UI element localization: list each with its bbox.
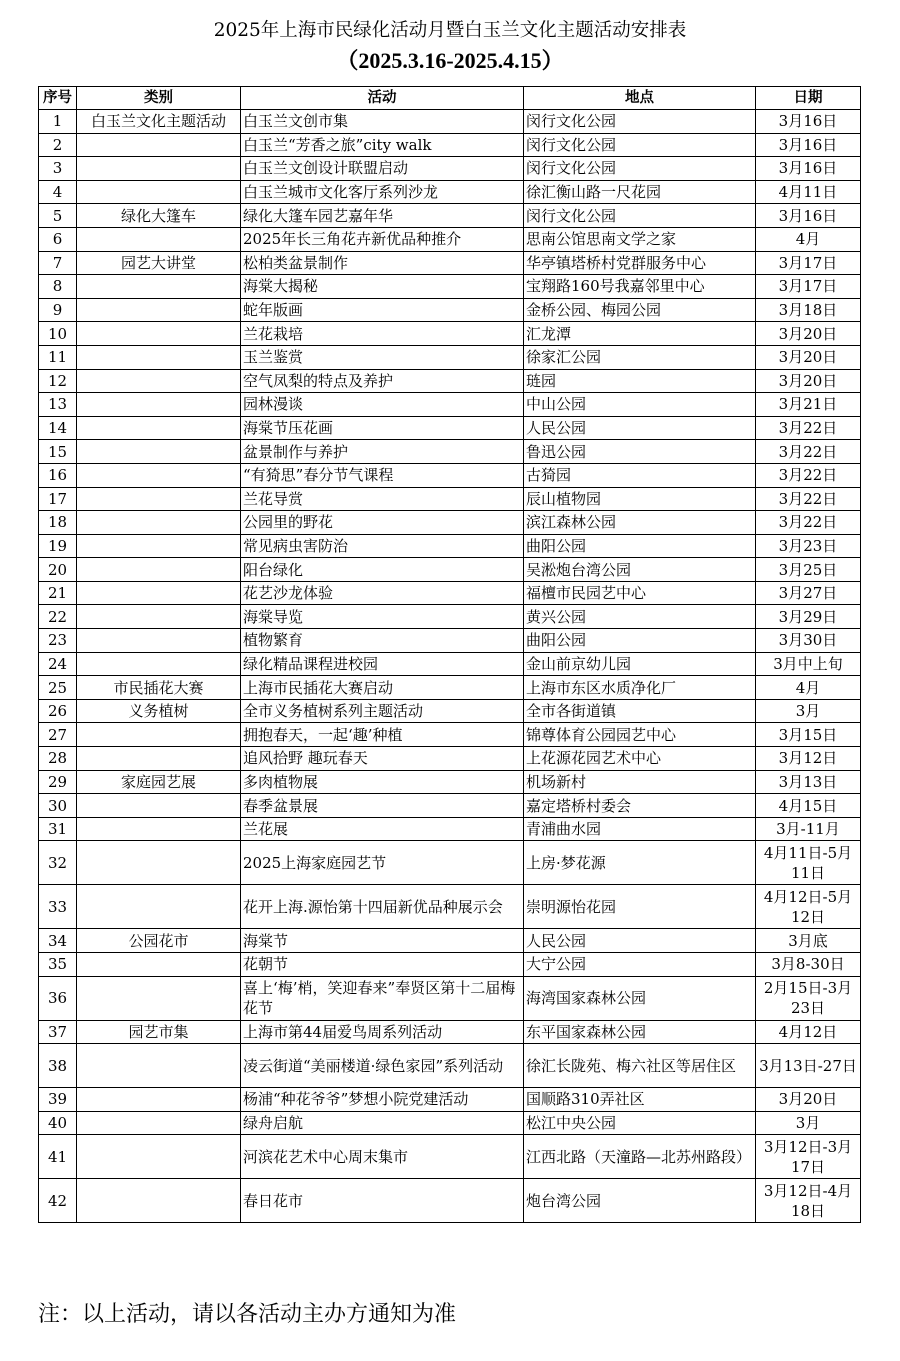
- row-number: 22: [39, 605, 77, 629]
- row-date: 3月17日: [756, 275, 861, 299]
- row-date: 3月12日-4月18日: [756, 1179, 861, 1223]
- row-number: 28: [39, 747, 77, 771]
- row-location: 徐汇长陇苑、梅六社区等居住区: [524, 1044, 756, 1088]
- row-number: 8: [39, 275, 77, 299]
- row-number: 21: [39, 581, 77, 605]
- row-number: 24: [39, 652, 77, 676]
- row-location: 上花源花园艺术中心: [524, 747, 756, 771]
- row-category: [77, 629, 241, 653]
- row-date: 3月16日: [756, 157, 861, 181]
- row-date: 3月8-30日: [756, 953, 861, 977]
- row-number: 11: [39, 345, 77, 369]
- row-location: 嘉定塔桥村委会: [524, 794, 756, 818]
- table-row: [39, 1135, 861, 1179]
- row-location: 华亭镇塔桥村党群服务中心: [524, 251, 756, 275]
- row-number: 39: [39, 1088, 77, 1112]
- row-location: 金山前京幼儿园: [524, 652, 756, 676]
- row-location: 汇龙潭: [524, 322, 756, 346]
- row-location: 炮台湾公园: [524, 1179, 756, 1223]
- row-category: [77, 1135, 241, 1179]
- row-location: 琏园: [524, 369, 756, 393]
- row-location: 锦尊体育公园园艺中心: [524, 723, 756, 747]
- row-location: 黄兴公园: [524, 605, 756, 629]
- row-location: 上海市东区水质净化厂: [524, 676, 756, 700]
- row-category: [77, 416, 241, 440]
- row-date: 4月11日: [756, 180, 861, 204]
- row-activity: 杨浦“种花爷爷”梦想小院党建活动: [241, 1088, 524, 1112]
- row-date: 2月15日-3月23日: [756, 976, 861, 1020]
- table-row: [39, 605, 861, 629]
- row-location: 江西北路（天潼路—北苏州路段）: [524, 1135, 756, 1179]
- row-category: [77, 817, 241, 841]
- table-row: [39, 369, 861, 393]
- row-number: 9: [39, 298, 77, 322]
- row-activity: 2025上海家庭园艺节: [241, 841, 524, 885]
- row-category: 白玉兰文化主题活动: [77, 110, 241, 134]
- row-location: 闵行文化公园: [524, 204, 756, 228]
- row-number: 25: [39, 676, 77, 700]
- row-category: [77, 275, 241, 299]
- table-row: [39, 1088, 861, 1112]
- row-location: 宝翔路160号我嘉邻里中心: [524, 275, 756, 299]
- row-location: 徐汇衡山路一尺花园: [524, 180, 756, 204]
- table-header-row: [39, 87, 861, 110]
- row-number: 19: [39, 534, 77, 558]
- row-activity: 海棠导览: [241, 605, 524, 629]
- row-date: 4月12日: [756, 1020, 861, 1044]
- row-activity: 白玉兰文创市集: [241, 110, 524, 134]
- row-category: [77, 534, 241, 558]
- row-number: 12: [39, 369, 77, 393]
- row-date: 3月15日: [756, 723, 861, 747]
- row-location: 徐家汇公园: [524, 345, 756, 369]
- row-location: 松江中央公园: [524, 1111, 756, 1135]
- row-number: 31: [39, 817, 77, 841]
- row-category: [77, 1179, 241, 1223]
- row-number: 10: [39, 322, 77, 346]
- table-row: [39, 157, 861, 181]
- row-activity: 花开上海.源怡第十四届新优品种展示会: [241, 885, 524, 929]
- table-row: [39, 534, 861, 558]
- table-row: [39, 676, 861, 700]
- row-category: [77, 322, 241, 346]
- row-number: 17: [39, 487, 77, 511]
- table-row: [39, 1020, 861, 1044]
- row-location: 机场新村: [524, 770, 756, 794]
- table-body: [39, 110, 861, 1223]
- row-date: 3月20日: [756, 1088, 861, 1112]
- row-number: 30: [39, 794, 77, 818]
- row-activity: 凌云街道“美丽楼道·绿色家园”系列活动: [241, 1044, 524, 1088]
- table-row: [39, 393, 861, 417]
- table-row: [39, 251, 861, 275]
- header-activity: 活动: [241, 87, 524, 110]
- row-activity: 海棠节: [241, 929, 524, 953]
- table-row: [39, 440, 861, 464]
- table-row: [39, 416, 861, 440]
- table-row: [39, 723, 861, 747]
- row-activity: 园林漫谈: [241, 393, 524, 417]
- table-row: [39, 487, 861, 511]
- row-location: 东平国家森林公园: [524, 1020, 756, 1044]
- row-category: [77, 1088, 241, 1112]
- row-activity: 松柏类盆景制作: [241, 251, 524, 275]
- row-activity: 上海市第44届爱鸟周系列活动: [241, 1020, 524, 1044]
- row-number: 38: [39, 1044, 77, 1088]
- row-date: 4月: [756, 676, 861, 700]
- row-location: 曲阳公园: [524, 534, 756, 558]
- row-category: [77, 227, 241, 251]
- row-number: 16: [39, 463, 77, 487]
- row-category: [77, 511, 241, 535]
- row-number: 1: [39, 110, 77, 134]
- row-date: 3月中上旬: [756, 652, 861, 676]
- row-number: 6: [39, 227, 77, 251]
- row-number: 34: [39, 929, 77, 953]
- row-activity: 追风拾野 趣玩春天: [241, 747, 524, 771]
- row-date: 3月16日: [756, 133, 861, 157]
- table-row: [39, 976, 861, 1020]
- row-number: 14: [39, 416, 77, 440]
- row-number: 33: [39, 885, 77, 929]
- table-row: [39, 275, 861, 299]
- row-activity: 空气凤梨的特点及养护: [241, 369, 524, 393]
- row-location: 古猗园: [524, 463, 756, 487]
- row-number: 2: [39, 133, 77, 157]
- row-category: 义务植树: [77, 699, 241, 723]
- row-category: [77, 1044, 241, 1088]
- table-row: [39, 322, 861, 346]
- table-row: [39, 581, 861, 605]
- row-activity: 上海市民插花大赛启动: [241, 676, 524, 700]
- row-date: 3月30日: [756, 629, 861, 653]
- row-activity: 白玉兰城市文化客厅系列沙龙: [241, 180, 524, 204]
- row-location: 吴淞炮台湾公园: [524, 558, 756, 582]
- row-activity: 白玉兰“芳香之旅”city walk: [241, 133, 524, 157]
- table-row: [39, 699, 861, 723]
- table-row: [39, 747, 861, 771]
- row-activity: 兰花栽培: [241, 322, 524, 346]
- row-location: 人民公园: [524, 416, 756, 440]
- row-location: 青浦曲水园: [524, 817, 756, 841]
- row-date: 3月20日: [756, 369, 861, 393]
- row-number: 29: [39, 770, 77, 794]
- row-category: [77, 605, 241, 629]
- row-location: 曲阳公园: [524, 629, 756, 653]
- table-row: [39, 227, 861, 251]
- table-row: [39, 929, 861, 953]
- row-date: 3月27日: [756, 581, 861, 605]
- table-row: [39, 345, 861, 369]
- table-row: [39, 652, 861, 676]
- row-category: [77, 133, 241, 157]
- row-activity: 绿化大篷车园艺嘉年华: [241, 204, 524, 228]
- row-date: 3月13日-27日: [756, 1044, 861, 1088]
- row-category: 公园花市: [77, 929, 241, 953]
- row-location: 中山公园: [524, 393, 756, 417]
- header-category: 类别: [77, 87, 241, 110]
- row-activity: 绿化精品课程进校园: [241, 652, 524, 676]
- row-location: 大宁公园: [524, 953, 756, 977]
- row-location: 海湾国家森林公园: [524, 976, 756, 1020]
- row-location: 思南公馆思南文学之家: [524, 227, 756, 251]
- row-activity: 白玉兰文创设计联盟启动: [241, 157, 524, 181]
- row-category: [77, 440, 241, 464]
- row-category: [77, 652, 241, 676]
- row-activity: 盆景制作与养护: [241, 440, 524, 464]
- table-row: [39, 133, 861, 157]
- row-location: 闵行文化公园: [524, 133, 756, 157]
- row-activity: 绿舟启航: [241, 1111, 524, 1135]
- table-row: [39, 794, 861, 818]
- row-activity: 常见病虫害防治: [241, 534, 524, 558]
- row-activity: 花朝节: [241, 953, 524, 977]
- row-date: 3月: [756, 1111, 861, 1135]
- row-date: 4月11日-5月11日: [756, 841, 861, 885]
- row-activity: 2025年长三角花卉新优品种推介: [241, 227, 524, 251]
- row-date: 4月: [756, 227, 861, 251]
- row-date: 3月16日: [756, 204, 861, 228]
- row-location: 闵行文化公园: [524, 157, 756, 181]
- row-date: 3月底: [756, 929, 861, 953]
- row-location: 上房·梦花源: [524, 841, 756, 885]
- table-row: [39, 463, 861, 487]
- row-date: 3月22日: [756, 511, 861, 535]
- row-activity: 河滨花艺术中心周末集市: [241, 1135, 524, 1179]
- row-category: [77, 841, 241, 885]
- row-location: 人民公园: [524, 929, 756, 953]
- row-number: 20: [39, 558, 77, 582]
- row-activity: “有猗思”春分节气课程: [241, 463, 524, 487]
- footer-note: 注：以上活动，请以各活动主办方通知为准: [38, 1302, 457, 1327]
- table-row: [39, 1111, 861, 1135]
- table-row: [39, 953, 861, 977]
- row-category: 市民插花大赛: [77, 676, 241, 700]
- row-date: 3月: [756, 699, 861, 723]
- row-number: 40: [39, 1111, 77, 1135]
- row-activity: 兰花展: [241, 817, 524, 841]
- row-date: 3月20日: [756, 345, 861, 369]
- activity-schedule-table: [38, 86, 861, 1223]
- row-category: [77, 180, 241, 204]
- table-row: [39, 1179, 861, 1223]
- table-row: [39, 110, 861, 134]
- row-category: 家庭园艺展: [77, 770, 241, 794]
- row-location: 崇明源怡花园: [524, 885, 756, 929]
- row-number: 35: [39, 953, 77, 977]
- row-date: 3月20日: [756, 322, 861, 346]
- row-category: [77, 393, 241, 417]
- row-category: [77, 581, 241, 605]
- row-category: [77, 953, 241, 977]
- table-row: [39, 558, 861, 582]
- row-activity: 蛇年版画: [241, 298, 524, 322]
- row-location: 全市各街道镇: [524, 699, 756, 723]
- row-date: 3月16日: [756, 110, 861, 134]
- row-activity: 花艺沙龙体验: [241, 581, 524, 605]
- row-category: [77, 723, 241, 747]
- row-location: 辰山植物园: [524, 487, 756, 511]
- row-activity: 阳台绿化: [241, 558, 524, 582]
- row-activity: 春季盆景展: [241, 794, 524, 818]
- table-row: [39, 204, 861, 228]
- row-number: 7: [39, 251, 77, 275]
- row-number: 26: [39, 699, 77, 723]
- row-number: 37: [39, 1020, 77, 1044]
- row-location: 鲁迅公园: [524, 440, 756, 464]
- row-number: 32: [39, 841, 77, 885]
- row-date: 3月12日: [756, 747, 861, 771]
- row-number: 5: [39, 204, 77, 228]
- row-location: 闵行文化公园: [524, 110, 756, 134]
- table-row: [39, 770, 861, 794]
- row-category: 绿化大篷车: [77, 204, 241, 228]
- row-activity: 玉兰鉴赏: [241, 345, 524, 369]
- table-row: [39, 841, 861, 885]
- row-category: 园艺大讲堂: [77, 251, 241, 275]
- row-category: [77, 794, 241, 818]
- document-date-range: （2025.3.16-2025.4.15）: [336, 48, 564, 73]
- row-category: [77, 157, 241, 181]
- header-location: 地点: [524, 87, 756, 110]
- table-row: [39, 817, 861, 841]
- row-date: 4月12日-5月12日: [756, 885, 861, 929]
- row-number: 4: [39, 180, 77, 204]
- row-date: 3月12日-3月17日: [756, 1135, 861, 1179]
- row-number: 15: [39, 440, 77, 464]
- row-activity: 兰花导赏: [241, 487, 524, 511]
- row-category: [77, 1111, 241, 1135]
- row-date: 3月25日: [756, 558, 861, 582]
- row-category: [77, 345, 241, 369]
- row-date: 3月23日: [756, 534, 861, 558]
- row-date: 3月22日: [756, 440, 861, 464]
- row-location: 国顺路310弄社区: [524, 1088, 756, 1112]
- row-category: [77, 463, 241, 487]
- row-activity: 植物繁育: [241, 629, 524, 653]
- row-activity: 公园里的野花: [241, 511, 524, 535]
- row-activity: 喜上‘梅’梢，笑迎春来”奉贤区第十二届梅花节: [241, 976, 524, 1020]
- document-title: 2025年上海市民绿化活动月暨白玉兰文化主题活动安排表: [213, 20, 687, 41]
- row-number: 27: [39, 723, 77, 747]
- row-date: 4月15日: [756, 794, 861, 818]
- row-category: 园艺市集: [77, 1020, 241, 1044]
- row-category: [77, 747, 241, 771]
- row-date: 3月21日: [756, 393, 861, 417]
- table-row: [39, 629, 861, 653]
- row-category: [77, 976, 241, 1020]
- row-location: 金桥公园、梅园公园: [524, 298, 756, 322]
- row-date: 3月17日: [756, 251, 861, 275]
- row-number: 42: [39, 1179, 77, 1223]
- row-activity: 海棠节压花画: [241, 416, 524, 440]
- row-category: [77, 487, 241, 511]
- row-location: 福檀市民园艺中心: [524, 581, 756, 605]
- row-date: 3月22日: [756, 463, 861, 487]
- row-activity: 拥抱春天，一起‘趣’种植: [241, 723, 524, 747]
- row-category: [77, 885, 241, 929]
- row-category: [77, 369, 241, 393]
- table-row: [39, 1044, 861, 1088]
- header-date: 日期: [756, 87, 861, 110]
- header-no: 序号: [39, 87, 77, 110]
- row-date: 3月22日: [756, 416, 861, 440]
- row-date: 3月22日: [756, 487, 861, 511]
- row-number: 36: [39, 976, 77, 1020]
- row-date: 3月-11月: [756, 817, 861, 841]
- row-number: 23: [39, 629, 77, 653]
- table-row: [39, 298, 861, 322]
- table-row: [39, 180, 861, 204]
- row-location: 滨江森林公园: [524, 511, 756, 535]
- row-category: [77, 558, 241, 582]
- row-number: 3: [39, 157, 77, 181]
- row-category: [77, 298, 241, 322]
- row-number: 13: [39, 393, 77, 417]
- row-number: 18: [39, 511, 77, 535]
- row-number: 41: [39, 1135, 77, 1179]
- row-activity: 海棠大揭秘: [241, 275, 524, 299]
- table-row: [39, 511, 861, 535]
- table-row: [39, 885, 861, 929]
- row-activity: 多肉植物展: [241, 770, 524, 794]
- row-activity: 全市义务植树系列主题活动: [241, 699, 524, 723]
- row-activity: 春日花市: [241, 1179, 524, 1223]
- row-date: 3月29日: [756, 605, 861, 629]
- row-date: 3月13日: [756, 770, 861, 794]
- row-date: 3月18日: [756, 298, 861, 322]
